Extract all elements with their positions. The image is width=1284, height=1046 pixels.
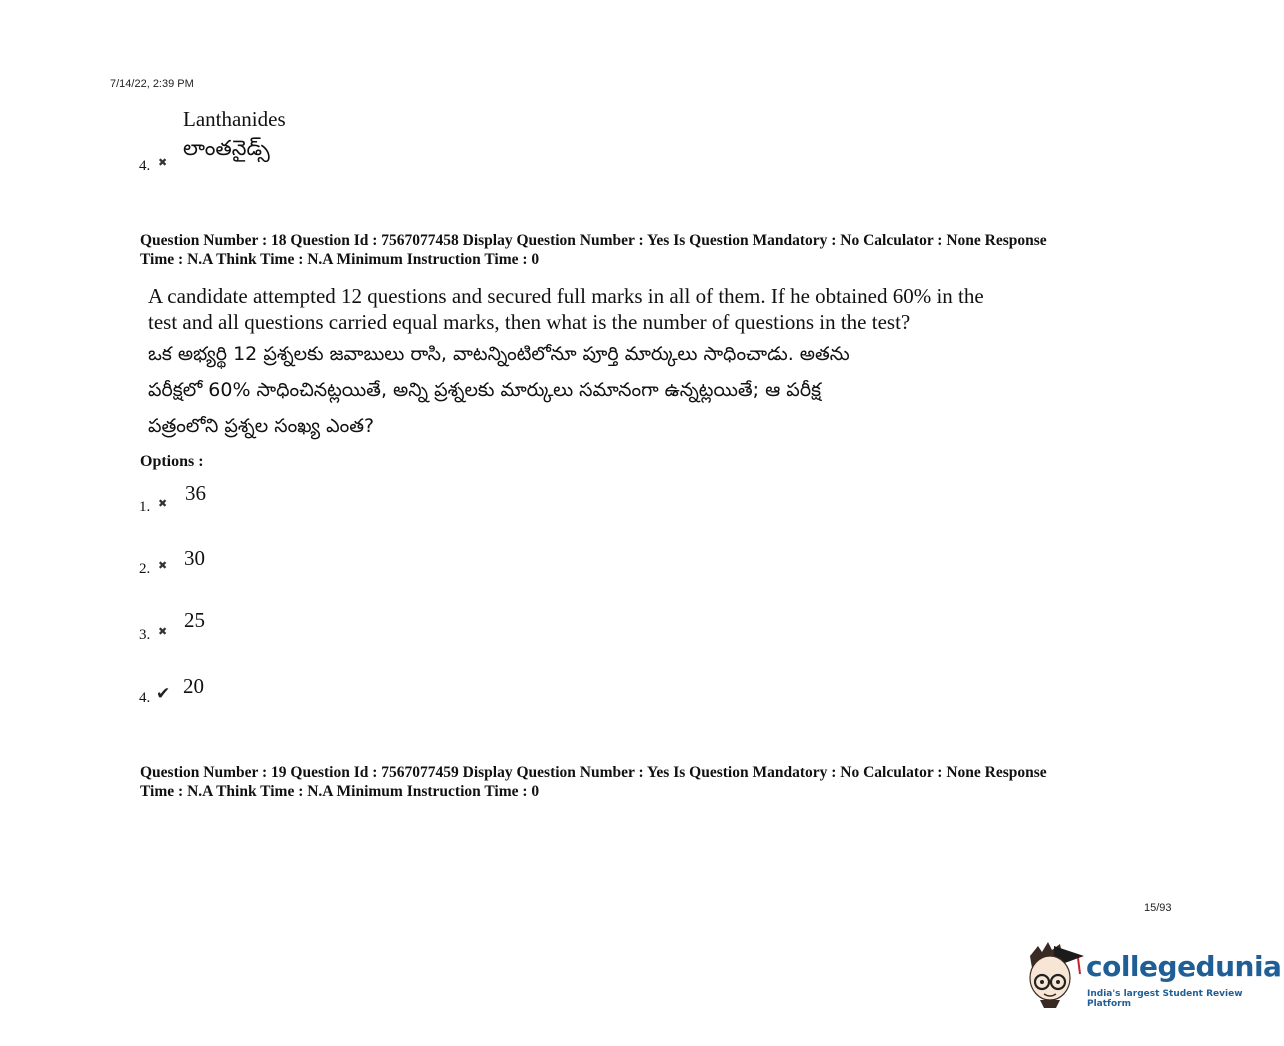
previous-option-text-en: Lanthanides xyxy=(183,107,286,131)
cross-icon: ✖ xyxy=(158,559,168,572)
question-text-telugu xyxy=(148,336,1048,444)
option-number: 1. xyxy=(139,499,151,515)
cross-icon: ✖ xyxy=(158,156,168,169)
check-icon: ✔ xyxy=(156,684,171,704)
page-number: 15/93 xyxy=(1144,902,1172,914)
previous-option-number: 4. xyxy=(139,158,151,174)
question-text-english xyxy=(148,283,1068,335)
mascot-icon xyxy=(1030,942,1084,1008)
option-value: 25 xyxy=(184,608,205,632)
question-meta-line1: Question Number : 19 Question Id : 7567077459 Display Question Number : Yes Is Question Mandatory : No Calculator : None Response xyxy=(140,764,1047,781)
print-timestamp: 7/14/22, 2:39 PM xyxy=(110,78,194,90)
question-meta-line1: Question Number : 18 Question Id : 7567077458 Display Question Number : Yes Is Question Mandatory : No Calculator : None Response xyxy=(140,232,1047,249)
question-text-te-line3: పత్రంలోని ప్రశ్నల సంఖ్య ఎంత? xyxy=(148,415,375,437)
option-number: 4. xyxy=(139,690,151,706)
option-value: 36 xyxy=(185,481,206,505)
question-text-en-line1: A candidate attempted 12 questions and secured full marks in all of them. If he obtained 60% in the xyxy=(148,284,984,308)
question-text-te-line2: పరీక్షలో 60% సాధించినట్లయితే, అన్ని ప్రశ్నలకు మార్కులు సమానంగా ఉన్నట్లయితే; ఆ పరీక్ష xyxy=(148,379,822,401)
option-number: 2. xyxy=(139,561,151,577)
question-meta-line2: Time : N.A Think Time : N.A Minimum Instruction Time : 0 xyxy=(140,783,540,800)
options-label: Options : xyxy=(140,453,204,470)
question-text-en-line2: test and all questions carried equal marks, then what is the number of questions in the test? xyxy=(148,310,911,334)
previous-option-text-te: లాంతనైడ్స్ xyxy=(183,136,270,160)
option-number: 3. xyxy=(139,627,151,643)
logo-wordmark: collegedunia xyxy=(1086,950,1282,983)
question-meta xyxy=(140,231,1170,269)
cross-icon: ✖ xyxy=(158,497,168,510)
question-text-te-line1: ఒక అభ్యర్థి 12 ప్రశ్నలకు జవాబులు రాసి, వాటన్నింటిలోనూ పూర్తి మార్కులు సాధించాడు. అతను xyxy=(148,343,850,365)
cross-icon: ✖ xyxy=(158,625,168,638)
option-value: 30 xyxy=(184,546,205,570)
logo-tagline: India's largest Student Review Platform xyxy=(1087,989,1243,1009)
question-meta xyxy=(140,763,1170,801)
question-meta-line2: Time : N.A Think Time : N.A Minimum Instruction Time : 0 xyxy=(140,251,540,268)
option-value: 20 xyxy=(183,674,204,698)
